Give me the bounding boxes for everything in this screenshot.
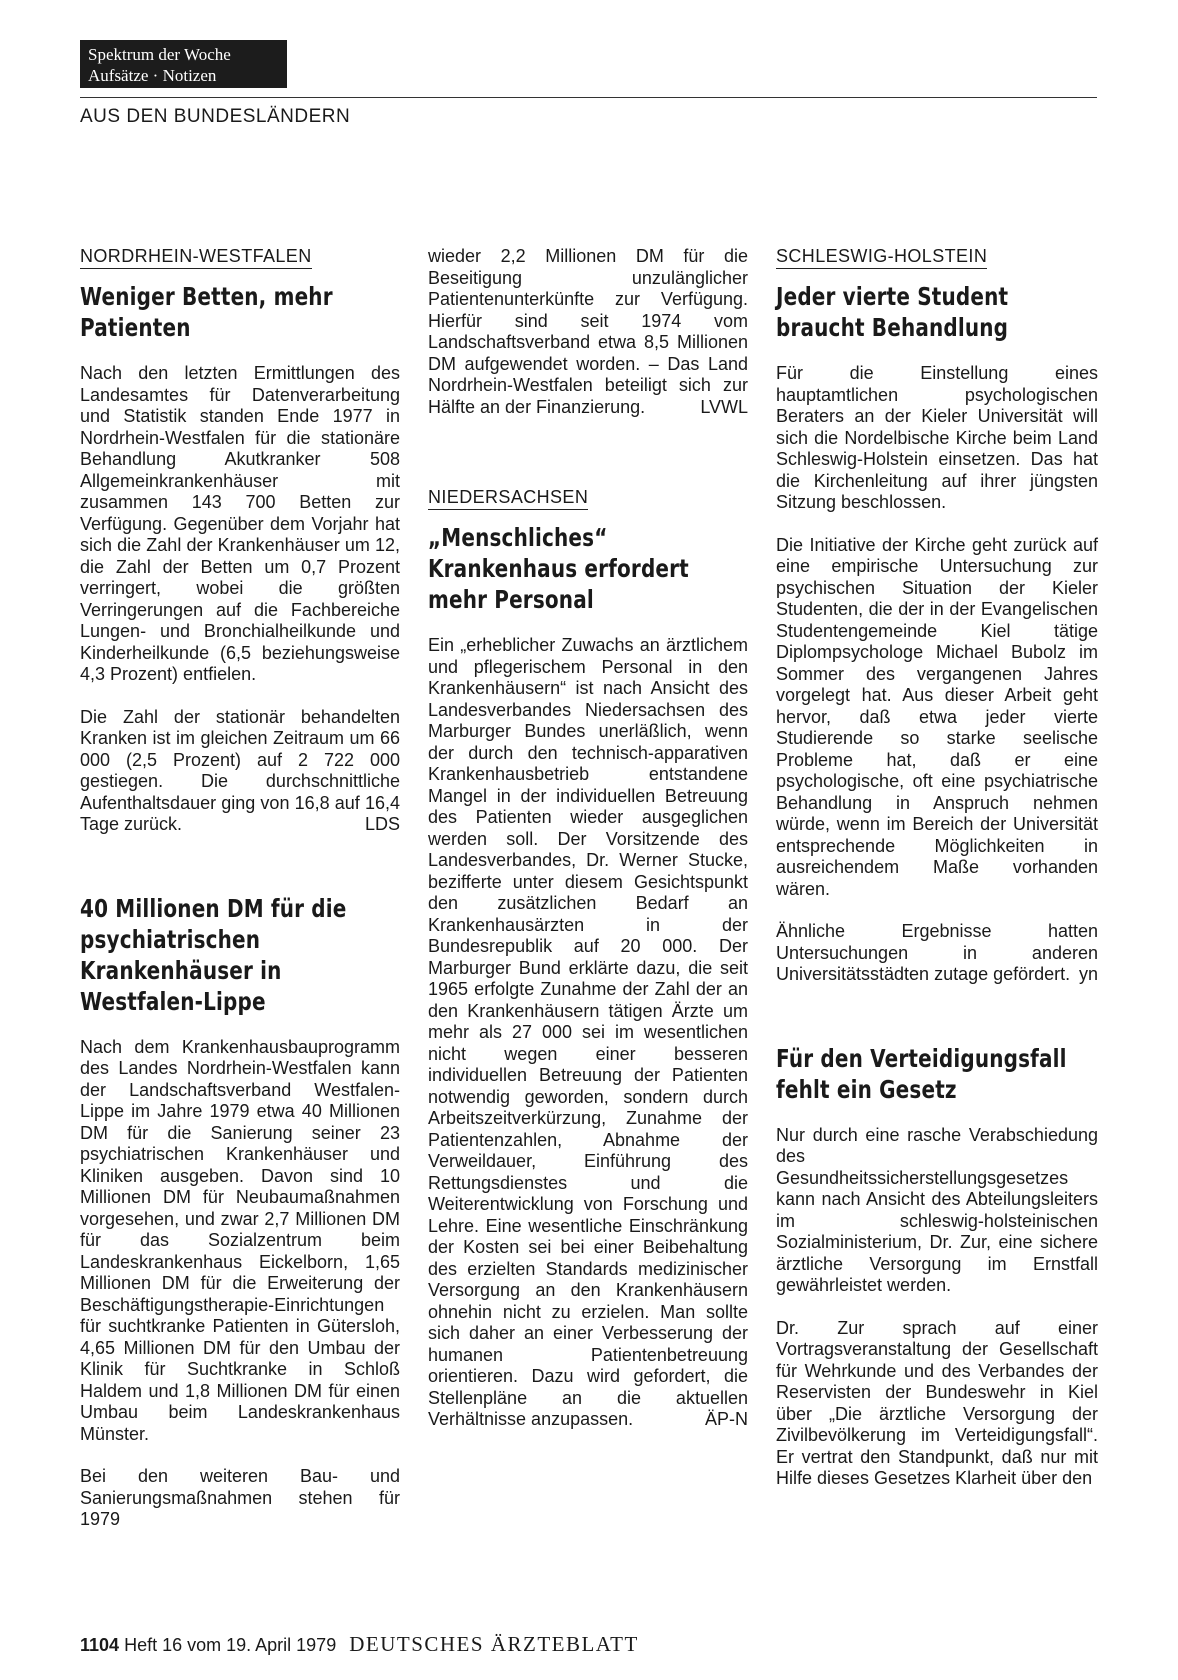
journal-name: DEUTSCHES ÄRZTEBLATT bbox=[349, 1632, 639, 1656]
article-paragraph bbox=[428, 635, 748, 1431]
article-paragraph: Die Initiative der Kirche geht zurück auf eine empirische Untersuchung zur psychischen Situation der Kieler Studenten, die der in der Evangelischen Studentengemeinde Kiel tätige Diplompsychologe Michael Bubolz im Sommer des vergangenen Jahres vorgelegt hat. Aus dieser Arbeit geht hervor, daß etwa jeder vierte Studierende so starke seelische Probleme hat, daß er eine psychologische, oft eine psychiatrische Behandlung in Anspruch nehmen würde, wenn im Bereich der Universität entsprechende Möglichkeiten in ausreichendem Maße vorhanden wären. bbox=[776, 534, 1098, 899]
headline-menschliches-krankenhaus: „Menschliches“ Krankenhaus erfordert mehr Personal bbox=[428, 523, 689, 614]
paragraph-text: Ähnliche Ergebnisse hatten Untersuchungen in anderen Universitätsstädten zutage gefördert. bbox=[776, 921, 1098, 984]
article-paragraph: Für die Einstellung eines hauptamtlichen psychologischen Beraters an der Kieler Universität will sich die Nordelbische Kirche beim Land Schleswig-Holstein einsetzen. Das hat die Kirchenleitung auf ihrer jüngsten Sitzung beschlossen. bbox=[776, 363, 1098, 512]
source-signature: LDS bbox=[364, 814, 400, 834]
article-paragraph bbox=[80, 707, 400, 836]
page-number: 1104 bbox=[80, 1635, 120, 1655]
rubric-line-1: Spektrum der Woche bbox=[88, 45, 231, 64]
article-paragraph bbox=[428, 246, 748, 418]
article-paragraph: Nur durch eine rasche Verabschiedung des Gesundheitssicherstellungsgesetzes kann nach Ansicht des Abteilungsleiters im schleswig-holsteinischen Sozialministerium, Dr. Zur, eine sichere ärztliche Versorgung im Ernstfall gewährleistet werden. bbox=[776, 1124, 1098, 1295]
header-rule bbox=[80, 97, 1097, 98]
article-paragraph: Nach den letzten Ermittlungen des Landesamtes für Datenverarbeitung und Statistik standen Ende 1977 in Nordrhein-Westfalen für die stationäre Behandlung Akutkranker 508 Allgemeinkrankenhäuser mit zusammen 143 700 Betten zur Verfügung. Gegenüber dem Vorjahr hat sich die Zahl der Krankenhäuser um 12, die Zahl der Betten um 0,7 Prozent verringert, wobei die größten Verringerungen auf die Fachbereiche Lungen- und Bronchialheilkunde und Kinderheilkunde (6,5 beziehungsweise 4,3 Prozent) entfielen. bbox=[80, 363, 400, 684]
page-footer bbox=[80, 1632, 639, 1657]
region-label-nrw: NORDRHEIN-WESTFALEN bbox=[80, 246, 312, 269]
article-paragraph: Nach dem Krankenhausbauprogramm des Landes Nordrhein-Westfalen kann der Landschaftsverband Westfalen-Lippe im Jahre 1979 etwa 40 Millionen DM für die Sanierung seiner 23 psychiatrischen Krankenhäuser und Kliniken ausgeben. Davon sind 10 Millionen DM für Neubaumaßnahmen vorgesehen, und zwar 2,7 Millionen DM für das Sozialzentrum beim Landeskrankenhaus Eickelborn, 1,65 Millionen DM für die Erweiterung der Beschäftigungstherapie-Einrichtungen für suchtkranke Patienten in Gütersloh, 4,65 Millionen DM für den Umbau der Klinik für Suchtkranke in Schloß Haldem und 1,8 Millionen DM für einen Umbau beim Landeskrankenhaus Münster. bbox=[80, 1036, 400, 1444]
article-paragraph: Dr. Zur sprach auf einer Vortragsveranstaltung der Gesellschaft für Wehrkunde und des Verbandes der Reservisten der Bundeswehr in Kiel über „Die ärztliche Versorgung der Zivilbevölkerung im Verteidigungsfall“. Er vertrat den Standpunkt, daß nur mit Hilfe dieses Gesetzes Klarheit über den bbox=[776, 1317, 1098, 1488]
paragraph-text: Ein „erheblicher Zuwachs an ärztlichem und pflegerischem Personal in den Krankenhäusern“ ist nach Ansicht des Landesverbandes Niedersachsen des Marburger Bundes unerläßlich, wenn der durch den technisch-apparativen Krankenhausbetrieb entstandene Mangel in der individuellen Betreuung des Patienten wieder ausgeglichen werden soll. Der Vorsitzende des Landesverbandes, Dr. Werner Stucke, bezifferte unter diesem Gesichtspunkt den zusätzlichen Bedarf an Krankenhausärzten in der Bundesrepublik auf 20 000. Der Marburger Bund erklärte dazu, die seit 1965 erfolgte Zunahme der Zahl der an den Krankenhäusern tätigen Ärzte um mehr als 27 000 sei im wesentlichen nicht wegen einer besseren individuellen Betreuung der Patienten notwendig geworden, sondern durch Arbeitszeitverkürzung, Zunahme der Patientenzahlen, Abnahme der Verweildauer, Einführung des Rettungsdienstes und die Weiterentwicklung von Forschung und Lehre. Eine wesentliche Einschränkung der Kosten sei bei einer Beibehaltung des erzielten Standards medizinischer Versorgung an den Krankenhäusern ohnehin nicht zu erzielen. Man sollte sich daher an einer Verbesserung der humanen Patientenbetreuung orientieren. Dazu wird gefordert, die Stellenpläne an die aktuellen Verhältnisse anzupassen. bbox=[428, 635, 748, 1429]
column-2 bbox=[428, 246, 748, 1452]
rubric-box bbox=[80, 40, 287, 88]
paragraph-text: Die Zahl der stationär behandelten Kranken ist im gleichen Zeitraum um 66 000 (2,5 Prozent) auf 2 722 000 gestiegen. Die durchschnittliche Aufenthaltsdauer ging von 16,8 auf 16,4 Tage zurück. bbox=[80, 706, 400, 834]
region-label-niedersachsen: NIEDERSACHSEN bbox=[428, 487, 588, 510]
headline-weniger-betten: Weniger Betten, mehr Patienten bbox=[80, 282, 333, 342]
headline-verteidigungsfall: Für den Verteidigungsfall fehlt ein Gesetz bbox=[776, 1043, 1067, 1104]
article-paragraph bbox=[776, 921, 1098, 986]
section-title: AUS DEN BUNDESLÄNDERN bbox=[80, 106, 351, 127]
issue-info: Heft 16 vom 19. April 1979 bbox=[124, 1635, 337, 1655]
paragraph-text: wieder 2,2 Millionen DM für die Beseitigung unzulänglicher Patientenunterkünfte zur Verfügung. Hierfür sind seit 1974 vom Landschaftsverband etwa 8,5 Millionen DM aufgewendet worden. – Das Land Nordrhein-Westfalen beteiligt sich zur Hälfte an der Finanzierung. bbox=[428, 246, 748, 417]
column-1 bbox=[80, 246, 400, 1552]
column-3 bbox=[776, 246, 1098, 1511]
article-paragraph: Bei den weiteren Bau- und Sanierungsmaßnahmen stehen für 1979 bbox=[80, 1466, 400, 1529]
source-signature: ÄP-N bbox=[704, 1409, 748, 1429]
rubric-line-2: Aufsätze · Notizen bbox=[88, 66, 217, 85]
source-signature: LVWL bbox=[700, 396, 748, 417]
headline-40-millionen: 40 Millionen DM für die psychiatrischen Krankenhäuser in Westfalen-Lippe bbox=[80, 893, 347, 1016]
source-signature: yn bbox=[1078, 964, 1098, 984]
region-label-schleswig-holstein: SCHLESWIG-HOLSTEIN bbox=[776, 246, 987, 269]
headline-jeder-vierte-student: Jeder vierte Student braucht Behandlung bbox=[776, 282, 1009, 342]
